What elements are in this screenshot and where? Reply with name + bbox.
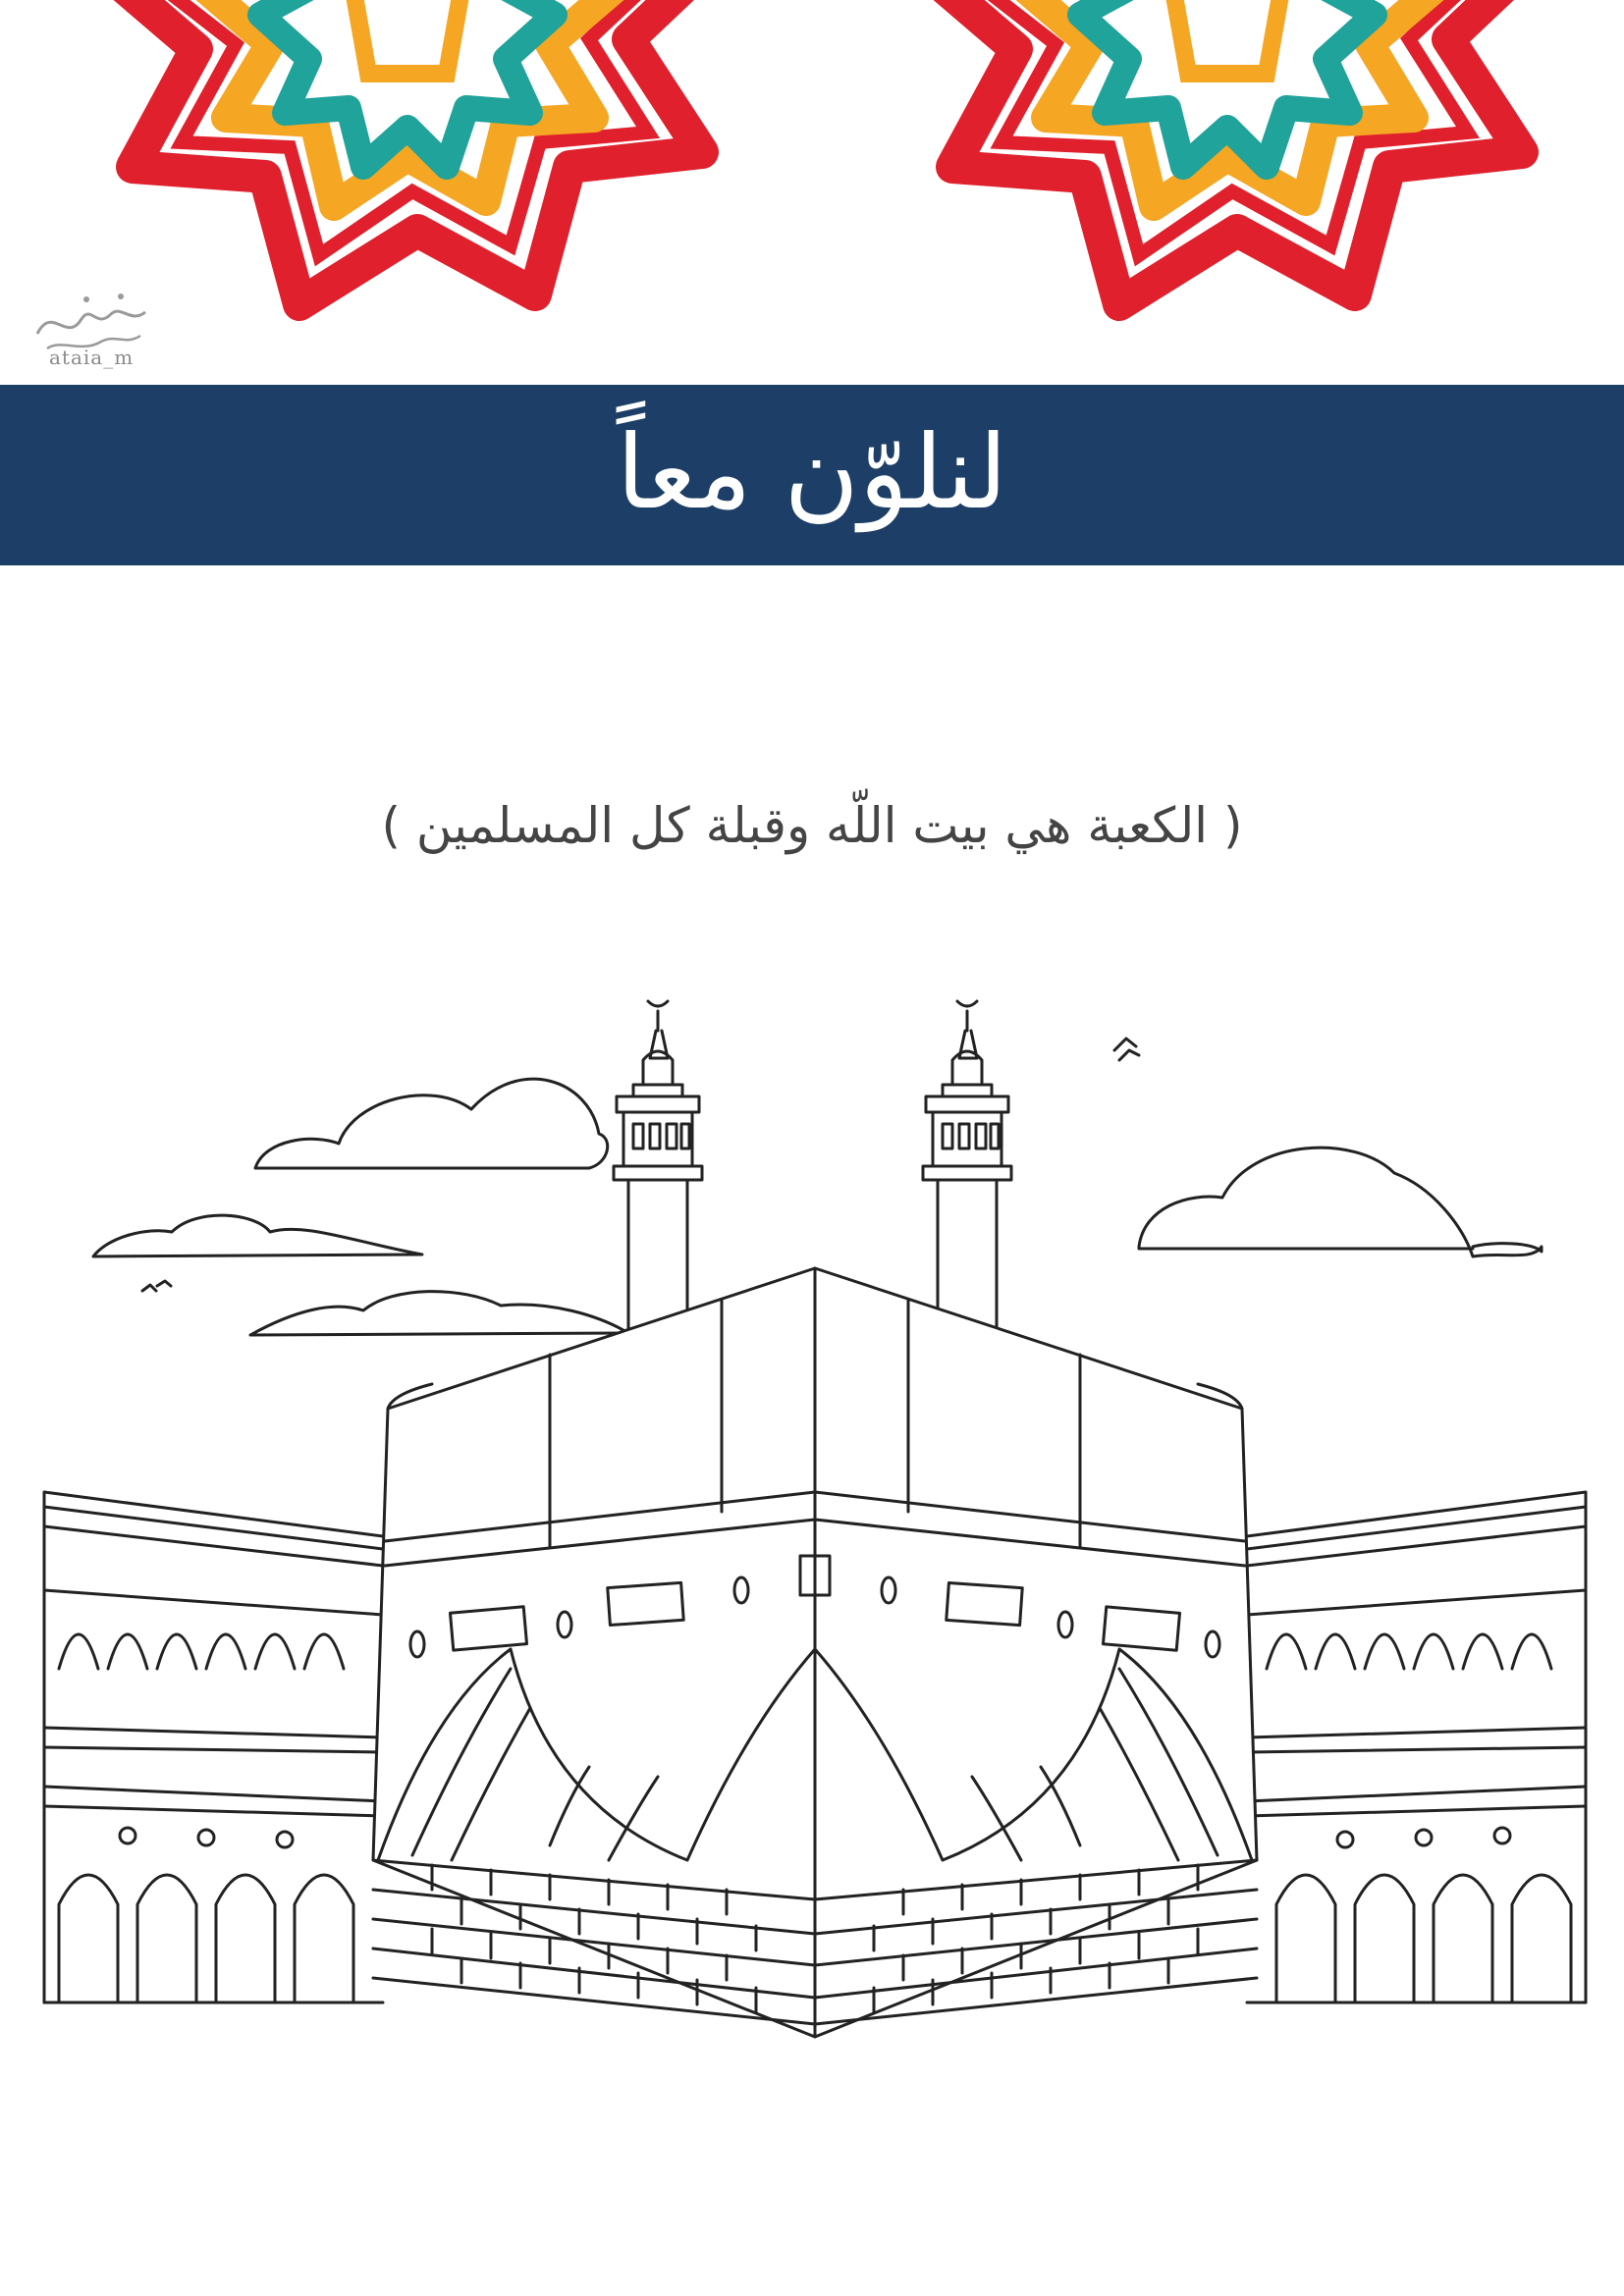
- cloud-icon: [1139, 1148, 1542, 1256]
- caption-text: ( الكعبة هي بيت اللّه وقبلة كل المسلمين ): [381, 797, 1243, 854]
- arcade-icon: [44, 1492, 383, 2002]
- minaret-icon: [923, 1001, 1011, 1337]
- minaret-icon: [614, 1001, 702, 1337]
- arcade-icon: [1247, 1492, 1586, 2002]
- cloud-icon: [250, 1292, 628, 1335]
- cloud-icon: [255, 1079, 608, 1168]
- page-title: لنلوّن معاً: [616, 412, 1008, 532]
- bird-icon: [142, 1281, 171, 1291]
- kaaba-cube: [373, 1268, 1257, 2037]
- ornament-band: [0, 0, 1624, 383]
- watermark-handle: ataia_m: [49, 346, 135, 369]
- kaaba-icon: [0, 962, 1624, 2061]
- cloud-icon: [93, 1215, 422, 1256]
- title-banner: [0, 385, 1624, 565]
- bird-icon: [1114, 1039, 1139, 1060]
- star-rosette-icon: [913, 0, 1542, 304]
- star-rosette-icon: [93, 0, 722, 304]
